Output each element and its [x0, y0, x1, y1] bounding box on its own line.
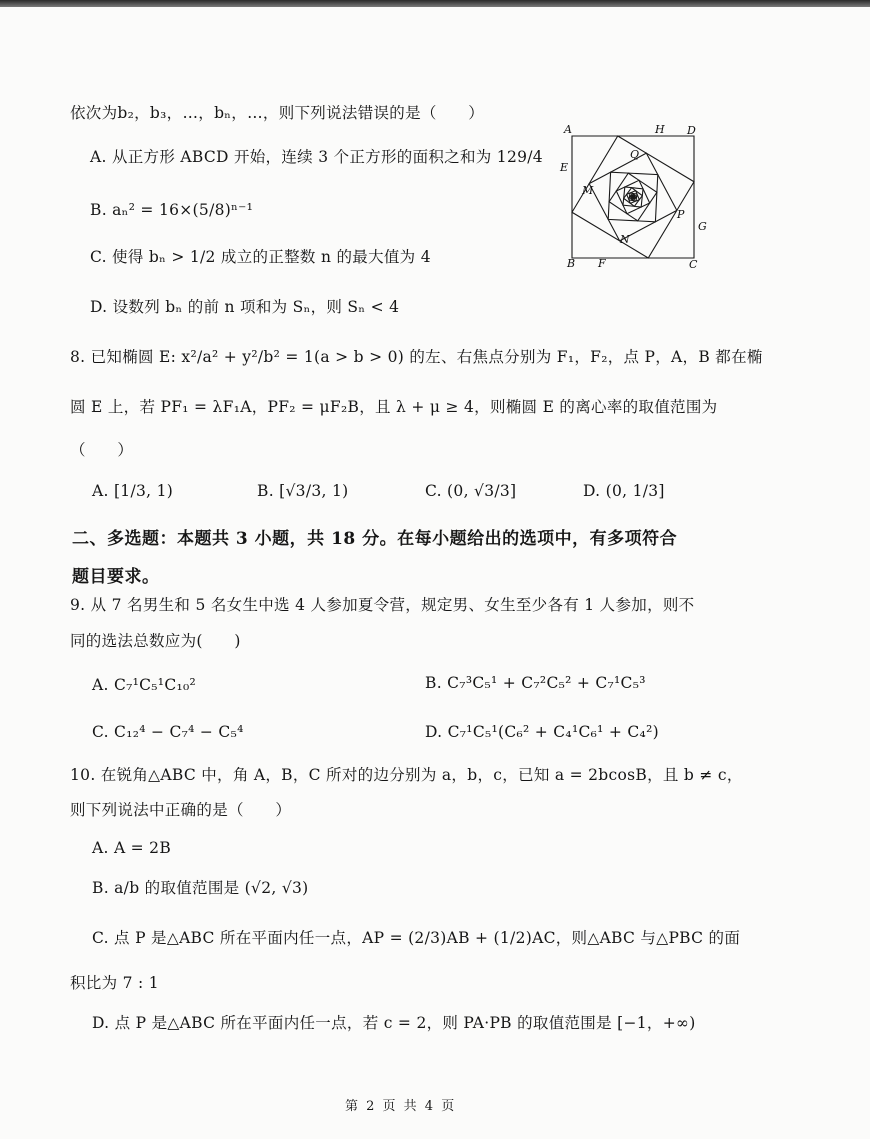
answer-option: D. C₇¹C₅¹(C₆² + C₄¹C₆¹ + C₄²) — [425, 723, 659, 741]
figure-label-E: E — [560, 161, 569, 174]
answer-option: B. [√3/3, 1) — [257, 482, 349, 500]
text-line: 8. 已知椭圆 E: x²/a² + y²/b² = 1(a > b > 0) 的左、右焦点分别为 F₁，F₂，点 P，A，B 都在椭 — [70, 348, 763, 366]
figure-label-D: D — [687, 124, 696, 137]
answer-option: C. C₁₂⁴ − C₇⁴ − C₅⁴ — [92, 723, 244, 741]
section-heading: 题目要求。 — [72, 567, 160, 587]
text-line: 9. 从 7 名男生和 5 名女生中选 4 人参加夏令营，规定男、女生至少各有 1 人参加，则不 — [70, 596, 695, 614]
text-line: 积比为 7 : 1 — [70, 974, 159, 992]
text-line: 则下列说法中正确的是（ ） — [70, 801, 292, 819]
text-line: D. 设数列 bₙ 的前 n 项和为 Sₙ，则 Sₙ < 4 — [90, 298, 400, 316]
text-line: B. aₙ² = 16×(5/8)ⁿ⁻¹ — [90, 201, 254, 219]
answer-option: D. (0, 1/3] — [583, 482, 665, 500]
figure-label-F: F — [598, 257, 606, 269]
figure-label-N: N — [620, 233, 630, 246]
figure-label-Q: Q — [630, 148, 640, 161]
figure-label-C: C — [689, 258, 698, 269]
figure-label-H: H — [655, 124, 665, 136]
answer-option: A. [1/3, 1) — [92, 482, 174, 500]
page-footer: 第 2 页 共 4 页 — [345, 1099, 457, 1114]
scan-top-edge — [0, 0, 870, 7]
text-line: 圆 E 上，若 PF₁ = λF₁A，PF₂ = μF₂B，且 λ + μ ≥ 4，则椭圆 E 的离心率的取值范围为 — [70, 398, 718, 416]
text-line: 10. 在锐角△ABC 中，角 A，B，C 所对的边分别为 a，b，c，已知 a = 2bcosB，且 b ≠ c， — [70, 766, 743, 784]
nested-squares-figure — [558, 124, 708, 269]
text-line: 同的选法总数应为( ) — [70, 632, 241, 650]
answer-option: B. C₇³C₅¹ + C₇²C₅² + C₇¹C₅³ — [425, 674, 646, 692]
text-line: B. a/b 的取值范围是 (√2, √3) — [92, 879, 309, 897]
answer-option: A. C₇¹C₅¹C₁₀² — [92, 676, 197, 694]
section-heading: 二、多选题：本题共 3 小题，共 18 分。在每小题给出的选项中，有多项符合 — [72, 529, 678, 549]
text-line: D. 点 P 是△ABC 所在平面内任一点，若 c = 2，则 PA·PB 的取值范围是 [−1，+∞) — [92, 1014, 696, 1032]
text-line: C. 点 P 是△ABC 所在平面内任一点，AP = (2/3)AB + (1/2)AC，则△ABC 与△PBC 的面 — [92, 929, 741, 947]
figure-label-A: A — [564, 124, 572, 136]
figure-label-B: B — [567, 257, 576, 269]
figure-label-G: G — [698, 220, 707, 233]
text-line: 依次为b₂，b₃，…，bₙ，…，则下列说法错误的是（ ） — [70, 104, 485, 122]
text-line: A. A = 2B — [92, 839, 172, 857]
text-line: （ ） — [70, 441, 134, 459]
text-line: A. 从正方形 ABCD 开始，连续 3 个正方形的面积之和为 129/4 — [90, 148, 543, 166]
answer-option: C. (0, √3/3] — [425, 482, 517, 500]
text-line: C. 使得 bₙ > 1/2 成立的正整数 n 的最大值为 4 — [90, 248, 431, 266]
figure-label-M: M — [582, 184, 594, 197]
figure-label-P: P — [677, 208, 685, 221]
